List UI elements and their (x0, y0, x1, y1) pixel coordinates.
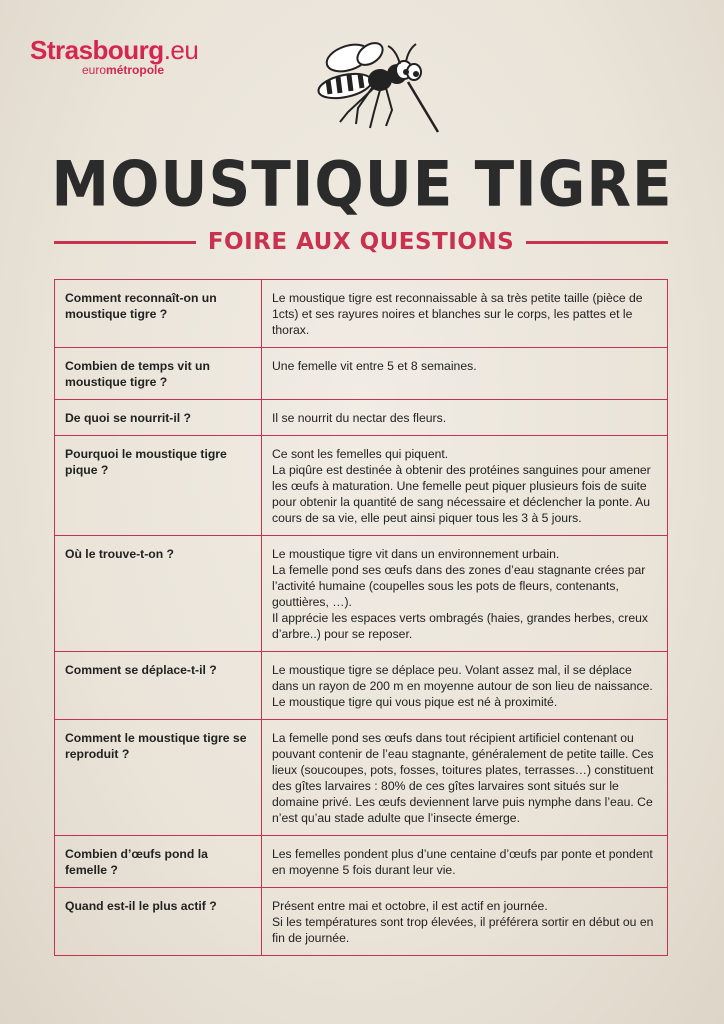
strasbourg-logo (30, 36, 198, 77)
faq-row (55, 280, 668, 348)
faq-row (55, 436, 668, 536)
faq-answer: Le moustique tigre vit dans un environnement urbain. La femelle pond ses œufs dans des zones d’eau stagnante crées par l’activité humaine (coupelles sous les pots de fleurs, contenants, gouttières, …). Il apprécie les espaces verts ombragés (haies, grandes herbes, creux d’arbre..) pour se reposer. (262, 536, 668, 652)
left-divider (54, 241, 196, 244)
right-divider (526, 241, 668, 244)
faq-body (55, 280, 668, 956)
logo-subtitle (82, 63, 198, 77)
faq-table (54, 279, 668, 956)
faq-answer: Il se nourrit du nectar des fleurs. (262, 400, 668, 436)
faq-question: Combien de temps vit un moustique tigre ? (55, 348, 262, 400)
faq-row (55, 536, 668, 652)
faq-row (55, 836, 668, 888)
faq-answer: Une femelle vit entre 5 et 8 semaines. (262, 348, 668, 400)
faq-question: De quoi se nourrit-il ? (55, 400, 262, 436)
faq-answer: Les femelles pondent plus d’une centaine d’œufs par ponte et pondent en moyenne 5 fois durant leur vie. (262, 836, 668, 888)
page-title: MOUSTIQUE TIGRE (51, 147, 673, 221)
logo-sub-prefix: euro (82, 63, 107, 77)
logo-wordmark (30, 36, 198, 64)
faq-row (55, 400, 668, 436)
faq-row (55, 720, 668, 836)
subtitle-row (54, 228, 668, 256)
faq-question: Comment le moustique tigre se reproduit ? (55, 720, 262, 836)
faq-answer: La femelle pond ses œufs dans tout récipient artificiel contenant ou pouvant contenir de l’eau stagnante, généralement de petite taille. Ces lieux (soucoupes, pots, fosses, toitures plates, terrasses…) constituent des gîtes larvaires : 80% de ces gîtes larvaires sont situés sur le domaine privé. Les œufs deviennent larve puis nymphe dans l’eau. Ce n’est qu’au stade adulte que l’insecte émerge. (262, 720, 668, 836)
logo-tld: .eu (163, 35, 199, 65)
mosquito-icon (300, 36, 445, 136)
faq-row (55, 652, 668, 720)
page-subtitle: FOIRE AUX QUESTIONS (207, 229, 515, 255)
faq-row (55, 348, 668, 400)
faq-question: Comment reconnaît-on un moustique tigre ? (55, 280, 262, 348)
faq-answer: Le moustique tigre se déplace peu. Volant assez mal, il se déplace dans un rayon de 200 m en moyenne autour de son lieu de naissance. Le moustique tigre qui vous pique est né à proximité. (262, 652, 668, 720)
faq-row (55, 888, 668, 956)
faq-answer: Le moustique tigre est reconnaissable à sa très petite taille (pièce de 1cts) et ses rayures noires et blanches sur le corps, les pattes et le thorax. (262, 280, 668, 348)
faq-answer: Présent entre mai et octobre, il est actif en journée. Si les températures sont trop élevées, il préférera sortir en début ou en fin de journée. (262, 888, 668, 956)
faq-question: Combien d’œufs pond la femelle ? (55, 836, 262, 888)
logo-brand: Strasbourg (30, 35, 164, 65)
faq-question: Quand est-il le plus actif ? (55, 888, 262, 956)
faq-question: Pourquoi le moustique tigre pique ? (55, 436, 262, 536)
faq-question: Où le trouve-t-on ? (55, 536, 262, 652)
faq-question: Comment se déplace-t-il ? (55, 652, 262, 720)
logo-sub-main: métropole (106, 63, 165, 77)
faq-answer: Ce sont les femelles qui piquent. La piqûre est destinée à obtenir des protéines sanguines pour amener les œufs à maturation. Une femelle peut piquer plusieurs fois de suite pour obtenir la quantité de sang nécessaire et déclencher la ponte. Au cours de sa vie, elle peut ainsi piquer tous les 3 à 5 jours. (262, 436, 668, 536)
